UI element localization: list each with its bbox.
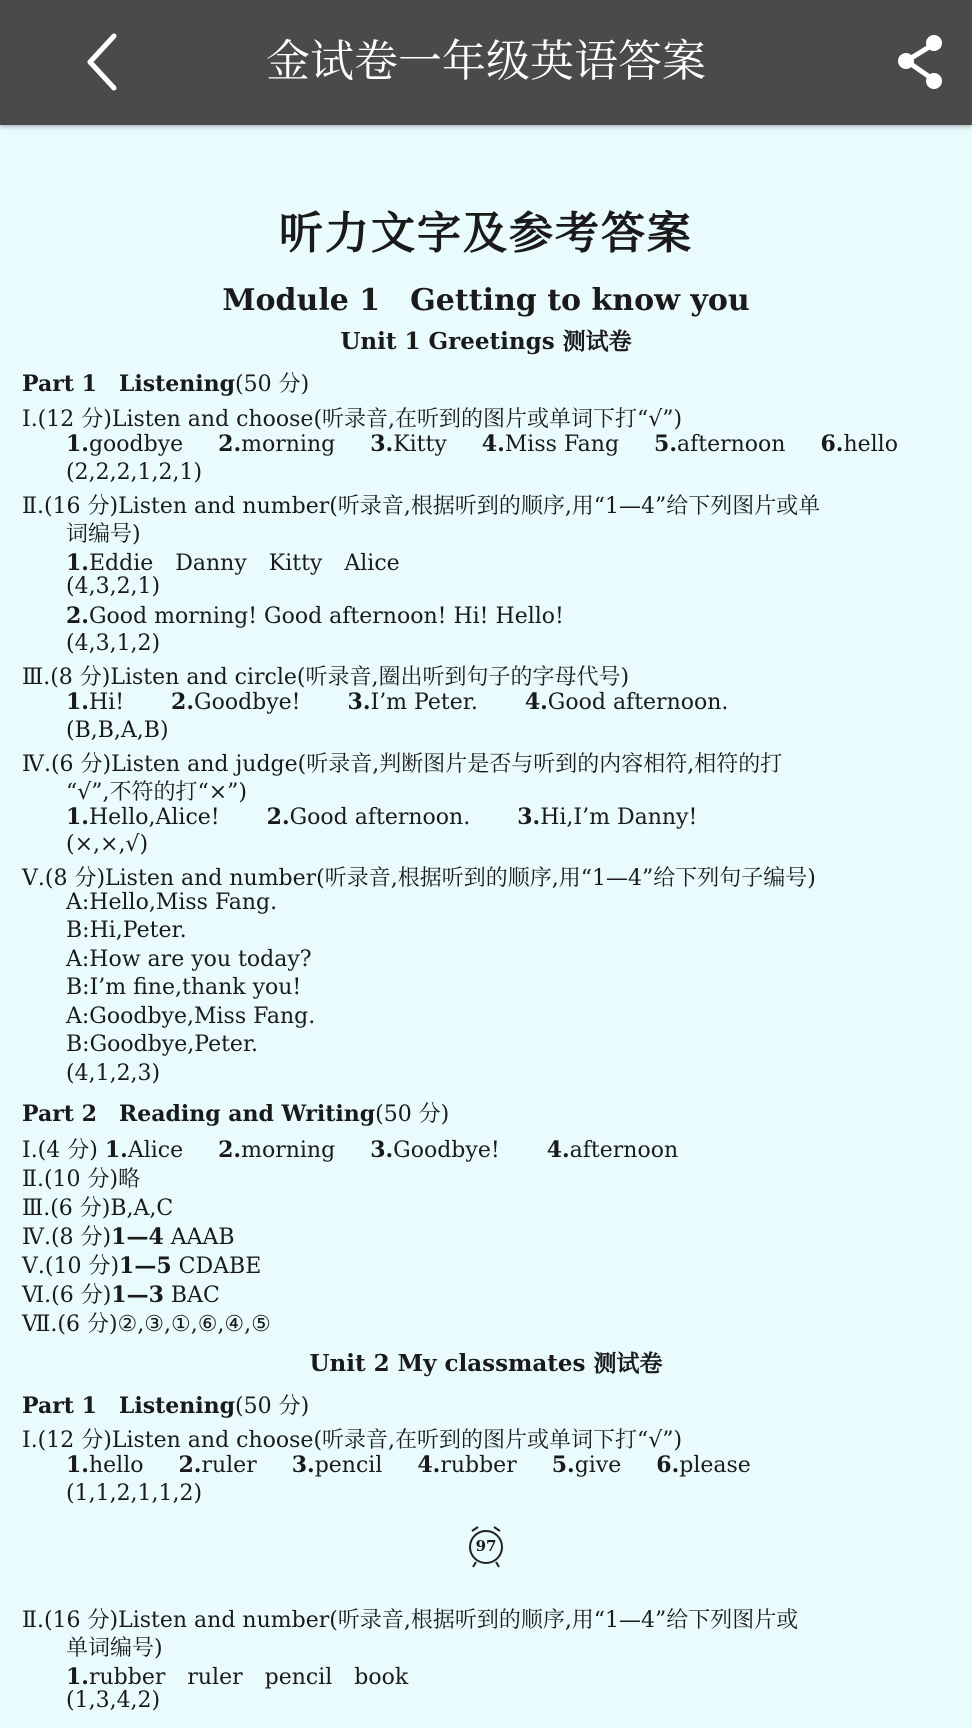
- answer-line: Ⅱ.(10 分)略: [22, 1167, 141, 1192]
- dialogue-line: B:I’m fine,thank you!: [66, 975, 302, 1000]
- question-items: 1.Eddie Danny Kitty Alice: [66, 550, 400, 576]
- question-heading: Ⅰ.(12 分)Listen and choose(听录音,在听到的图片或单词下打“√”): [22, 407, 683, 432]
- answer-text: (2,2,2,1,2,1): [66, 460, 203, 485]
- share-icon: [888, 30, 952, 94]
- dialogue-line: A:How are you today?: [66, 947, 312, 972]
- question-items: 1.hello 2.ruler 3.pencil 4.rubber 5.give 6.please: [66, 1452, 751, 1478]
- answer-text: (1,1,2,1,1,2): [66, 1481, 203, 1506]
- answer-text: (4,3,2,1): [66, 574, 161, 599]
- document-title: 听力文字及参考答案: [279, 208, 693, 259]
- question-items: 1.goodbye 2.morning 3.Kitty 4.Miss Fang 5.afternoon 6.hello: [66, 431, 898, 457]
- answer-text: (B,B,A,B): [66, 718, 169, 743]
- answer-document[interactable]: [0, 125, 972, 1728]
- part-score: (50 分): [375, 1102, 450, 1127]
- answer-line: Ⅲ.(6 分)B,A,C: [22, 1196, 174, 1221]
- question-items: 1.rubber ruler pencil book: [66, 1664, 409, 1690]
- part-heading: [22, 1097, 449, 1128]
- page-number: [466, 1523, 506, 1569]
- part-heading: [22, 1389, 309, 1420]
- question-heading: Ⅳ.(6 分)Listen and judge(听录音,判断图片是否与听到的内容相符,相符的打: [22, 752, 783, 777]
- dialogue-line: A:Hello,Miss Fang.: [66, 890, 278, 915]
- answer-line: Ⅶ.(6 分)②,③,①,⑥,④,⑤: [22, 1312, 271, 1337]
- dialogue-line: B:Hi,Peter.: [66, 918, 187, 943]
- part-name: Part 1 Listening: [22, 1393, 236, 1419]
- unit-title: Unit 2 My classmates 测试卷: [309, 1350, 663, 1377]
- dialogue-line: B:Goodbye,Peter.: [66, 1032, 259, 1057]
- question-items: 1.Hello,Alice! 2.Good afternoon. 3.Hi,I’m Danny!: [66, 804, 698, 830]
- part-name: Part 1 Listening: [22, 371, 236, 397]
- module-title: Module 1 Getting to know you: [222, 283, 750, 318]
- answer-line: Ⅳ.(8 分)1—4 AAAB: [22, 1224, 235, 1250]
- question-heading-cont: 词编号): [66, 522, 141, 547]
- question-heading: Ⅱ.(16 分)Listen and number(听录音,根据听到的顺序,用“1—4”给下列图片或单: [22, 494, 821, 519]
- share-button[interactable]: [888, 30, 952, 94]
- page-number-text: 97: [475, 1537, 497, 1555]
- question-heading: Ⅱ.(16 分)Listen and number(听录音,根据听到的顺序,用“1—4”给下列图片或: [22, 1608, 799, 1633]
- part-score: (50 分): [235, 372, 310, 397]
- question-heading: Ⅲ.(8 分)Listen and circle(听录音,圈出听到句子的字母代号): [22, 665, 630, 690]
- answer-line: Ⅴ.(10 分)1—5 CDABE: [22, 1253, 262, 1279]
- answer-line: Ⅰ.(4 分) 1.Alice 2.morning 3.Goodbye! 4.afternoon: [22, 1137, 679, 1163]
- answer-text: (4,3,1,2): [66, 631, 161, 656]
- question-heading: Ⅴ.(8 分)Listen and number(听录音,根据听到的顺序,用“1—4”给下列句子编号): [22, 866, 816, 891]
- question-items: 2.Good morning! Good afternoon! Hi! Hello!: [66, 603, 564, 629]
- answer-text: (1,3,4,2): [66, 1688, 161, 1713]
- question-heading: Ⅰ.(12 分)Listen and choose(听录音,在听到的图片或单词下打“√”): [22, 1428, 683, 1453]
- answer-line: Ⅵ.(6 分)1—3 BAC: [22, 1282, 220, 1308]
- back-button[interactable]: [78, 28, 138, 96]
- answer-text: (4,1,2,3): [66, 1061, 161, 1086]
- top-app-bar: [0, 0, 972, 125]
- question-heading-cont: 单词编号): [66, 1636, 163, 1661]
- question-items: 1.Hi! 2.Goodbye! 3.I’m Peter. 4.Good afternoon.: [66, 689, 729, 715]
- chevron-left-icon: [78, 28, 138, 96]
- part-name: Part 2 Reading and Writing: [22, 1101, 376, 1127]
- app-title: 金试卷一年级英语答案: [266, 36, 706, 87]
- part-heading: [22, 367, 309, 398]
- question-heading-cont: “√”,不符的打“×”): [66, 780, 248, 805]
- part-score: (50 分): [235, 1394, 310, 1419]
- dialogue-line: A:Goodbye,Miss Fang.: [66, 1004, 316, 1029]
- unit-title: Unit 1 Greetings 测试卷: [340, 328, 632, 355]
- answer-text: (×,×,√): [66, 832, 149, 857]
